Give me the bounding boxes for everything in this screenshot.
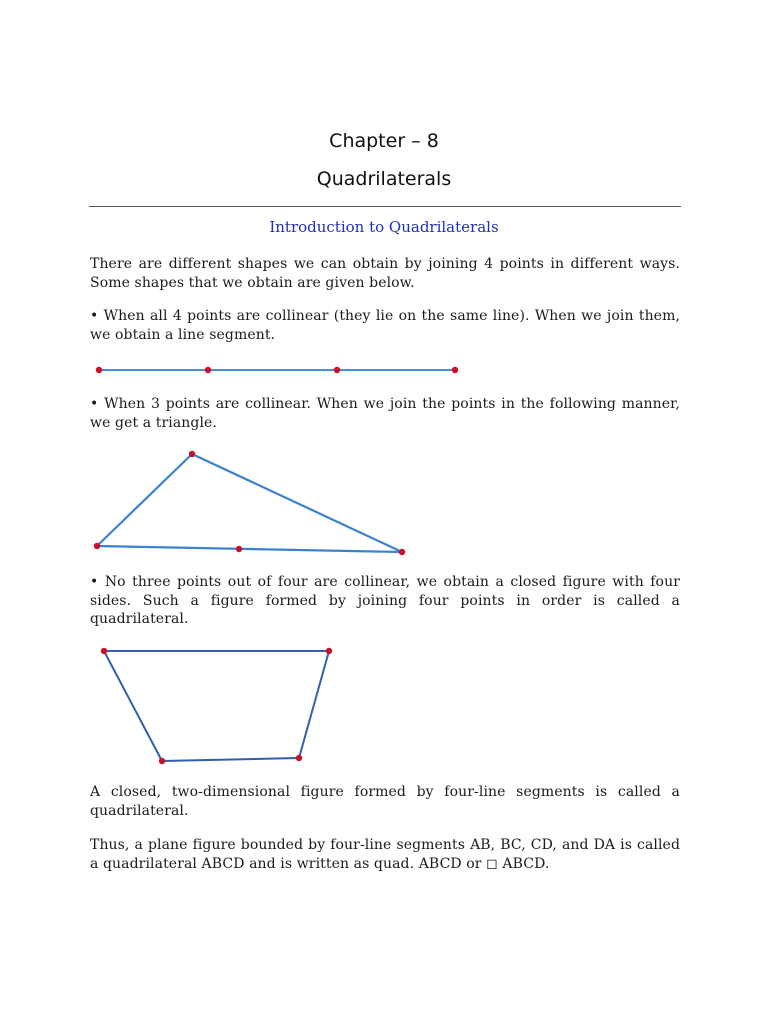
point: [159, 758, 165, 764]
paragraph-collinear-four: • When all 4 points are collinear (they lie on the same line). When we join them, we obtain a line segment.: [90, 308, 680, 343]
chapter-title: Quadrilaterals: [316, 168, 452, 190]
point: [101, 648, 107, 654]
point: [296, 755, 302, 761]
paragraph-non-collinear: • No three points out of four are collinear, we obtain a closed figure with four sides. Such a figure formed by joining four points in order is called a quadrilateral.: [90, 574, 680, 627]
chapter-number: Chapter – 8: [329, 130, 439, 152]
point: [326, 648, 332, 654]
section-heading: Introduction to Quadrilaterals: [269, 218, 499, 236]
quadrilateral-outline: [104, 651, 329, 761]
paragraph-definition: A closed, two-dimensional figure formed by four-line segments is called a quadrilateral.: [90, 784, 680, 819]
paragraph-collinear-three: • When 3 points are collinear. When we join the points in the following manner, we get a triangle.: [90, 396, 680, 431]
paragraph-intro: There are different shapes we can obtain by joining 4 points in different ways. Some shapes that we obtain are given below.: [90, 256, 680, 291]
paragraph-notation: Thus, a plane figure bounded by four-line segments AB, BC, CD, and DA is called a quadrilateral ABCD and is written as quad. ABCD or ◻ ABCD.: [90, 837, 680, 872]
